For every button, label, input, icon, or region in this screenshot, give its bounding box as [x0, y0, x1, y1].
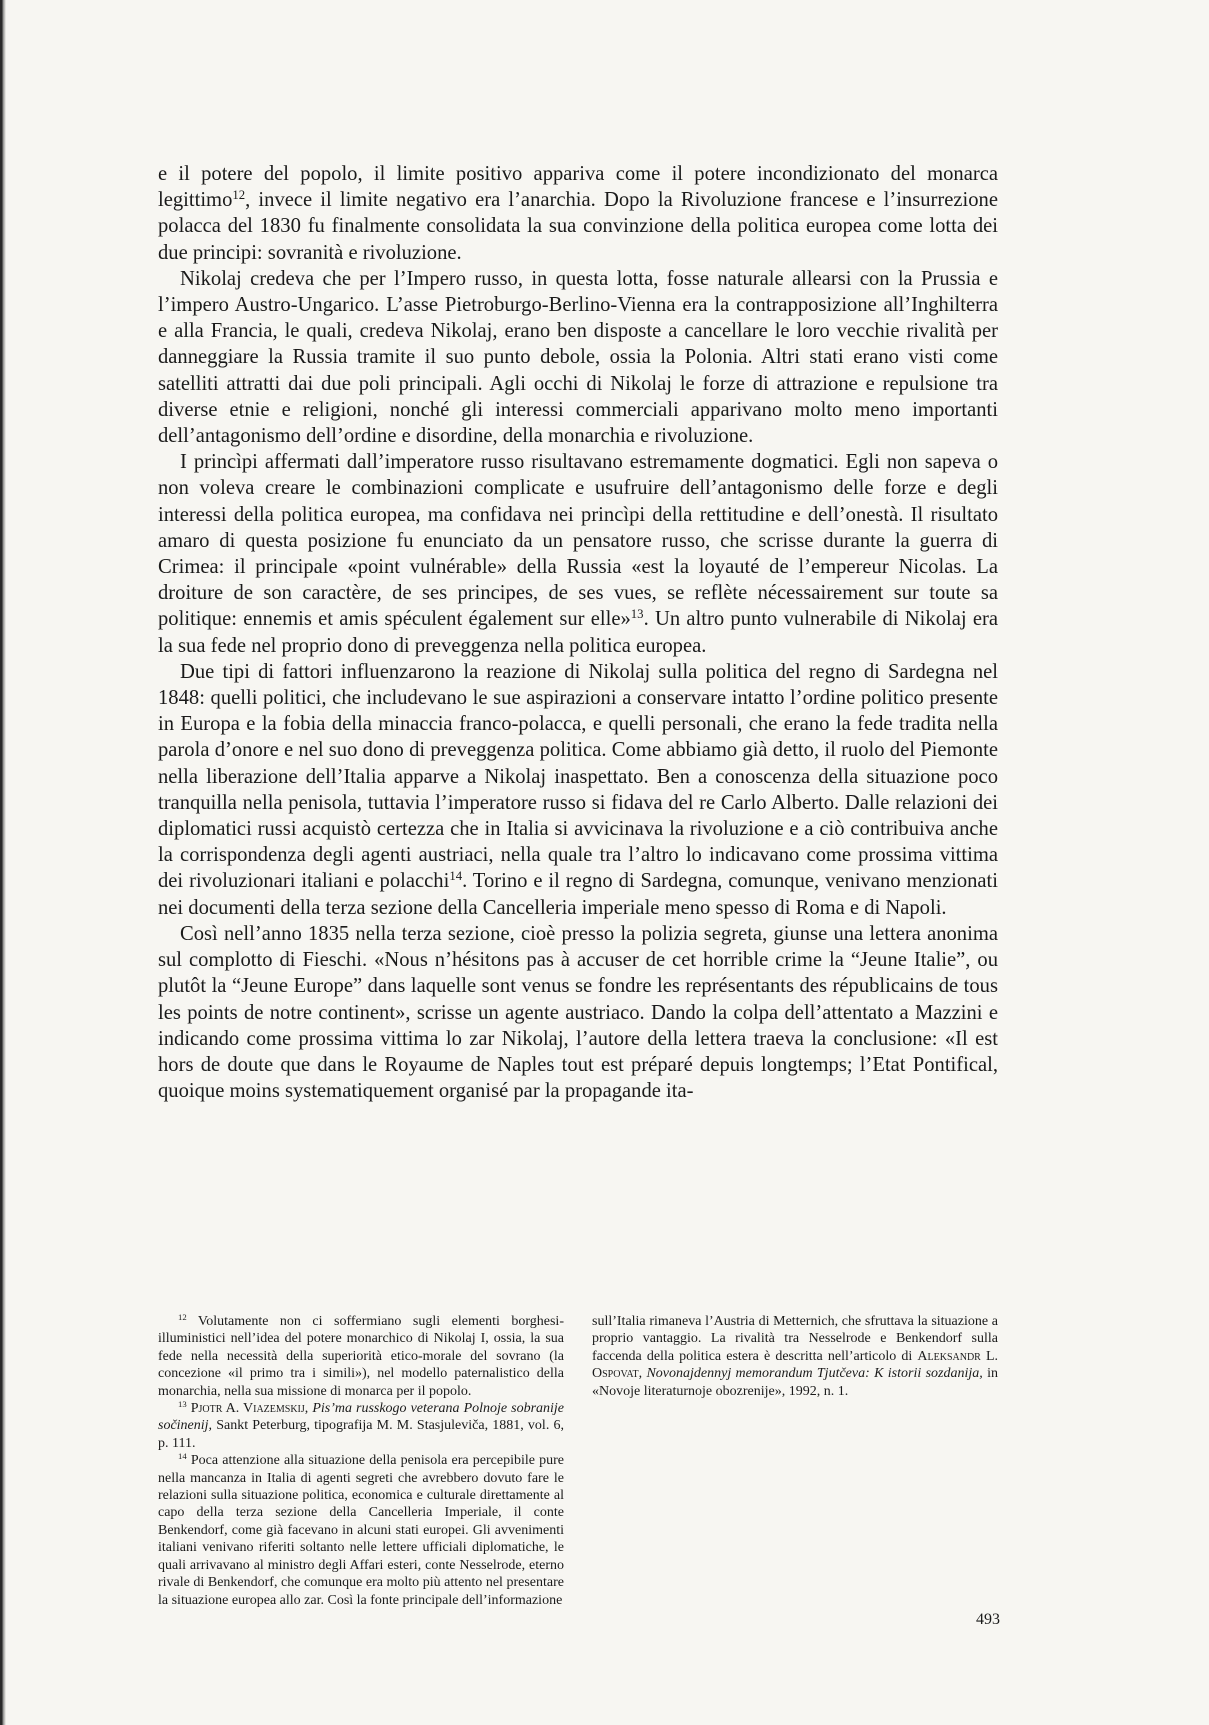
paragraph-2: Nikolaj credeva che per l’Impero russo, in questa lotta, fosse naturale allearsi con la Prussia e l’impero Austro-Ungarico. L’asse Pietroburgo-Berlino-Vienna era la contrapposizione all’Inghilterra e alla Francia, le quali, credeva Nikolaj, erano ben disposte a cancellare le loro vecchie rivalità per danneggiare la Russia tramite il suo punto debole, ossia la Polonia. Altri stati erano visti come satelliti attratti dai due poli principali. Agli occhi di Nikolaj le forze di attrazione e repulsione tra diverse etnie e religioni, nonché gli interessi commerciali apparivano molto meno importanti dell’antagonismo dell’ordine e disordine, della monarchia e rivoluzione. — [158, 267, 998, 448]
footnote-ref-13[interactable]: 13 — [630, 607, 644, 622]
footnote-14-number: 14 — [178, 1451, 187, 1462]
footnote-13-rest: Sankt Peterburg, tipografija M. M. Stasjulevičа, 1881, vol. 6, p. 111. — [158, 1418, 565, 1451]
footnote-13-title: Pis’ma russkogo veterana Polnoje sobranije sočinenij, — [158, 1401, 565, 1434]
footnote-13-author: Pjotr A. Viazemskij, — [190, 1401, 309, 1417]
page-edge-shadow — [0, 0, 6, 1725]
footnote-14-title: Novonajdennyj memorandum Tjutčeva: K istorii sozdanija, — [646, 1366, 983, 1382]
paragraph-4-rest: . Torino e il regno di Sardegna, comunque, venivano menzionati nei documenti della terza sezione della Cancelleria imperiale meno spesso di Roma e di Napoli. — [158, 870, 999, 919]
footnote-12-number: 12 — [178, 1312, 187, 1323]
footnote-14-text: Poca attenzione alla situazione della penisola era percepibile pure nella mancanza in Italia di agenti segreti che avrebbero dovuto fare le relazioni sulla situazione politica, economica e culturale direttamente al capo della terza sezione della Cancelleria Imperiale, il conte Benkendorf, come già facevano in alcuni stati europei. Gli avvenimenti italiani venivano riferiti soltanto nelle lettere ufficiali diplomatiche, le quali arrivavano al ministro degli Affari esteri, conte Nesselrode, eterno rivale di Benkendorf, che comunque era molto più attento nel presentare la situazione europea allo zar. Così la fonte principale dell’informazione — [158, 1453, 565, 1608]
page-number: 493 — [976, 1611, 1000, 1628]
main-text — [158, 161, 998, 1104]
paragraph-5: Così nell’anno 1835 nella terza sezione, cioè presso la polizia segreta, giunse una lettera anonima sul complotto di Fieschi. «Nous n’hésitons pas à accuser de cet horrible crime la “Jeune Italie”, ou plutôt la “Jeune Europe” dans laquelle sont venus se fondre les représentants des républicains de tous les points de notre continent», scrisse un agente austriaco. Dando la colpa dell’attentato a Mazzini e indicando come prossima vittima lo zar Nikolaj, l’autore della lettera traeva la conclusione: «Il est hors de doute que dans le Royaume de Naples tout est préparé depuis longtemps; l’Etat Pontifical, quoique moins systematiquement organisé par la propagande ita- — [158, 922, 998, 1103]
footnotes-right-column — [592, 1313, 998, 1609]
footnote-13-number: 13 — [178, 1399, 187, 1410]
footnote-14-text-continued: sull’Italia rimaneva l’Austria di Metternich, che sfruttava la situazione a proprio vantaggio. La rivalità tra Nesselrode e Benkendorf sulla faccenda della politica estera è descritta nell’articolo di — [592, 1314, 998, 1364]
footnote-14-author: Aleksandr L. Ospovat, — [592, 1348, 998, 1382]
footnote-14 — [158, 1452, 564, 1609]
footnote-ref-14[interactable]: 14 — [449, 869, 463, 884]
footnote-12 — [158, 1313, 564, 1400]
paragraph-1 — [158, 161, 998, 266]
paragraph-3-text: I princìpi affermati dall’imperatore russo risultavano estremamente dogmatici. Egli non sapeva o non voleva creare le combinazioni complicate e usufruire dell’antagonismo delle forze e degli interessi della politica europea, ma confidava nei princìpi della rettitudine e dell’onestà. Il risultato amaro di questa posizione fu enunciato da un pensatore russo, che scrisse durante la guerra di Crimea: il principale «point vulnérable» della Russia «est la loyauté de l’empereur Nicolas. La droiture de son caractère, de ses principes, de ses vues, se reflète nécessairement sur toute sa politique: ennemis et amis spéculent également sur elle» — [158, 451, 998, 631]
paragraph-4 — [158, 659, 998, 921]
paragraph-4-text: Due tipi di fattori influenzarono la reazione di Nikolaj sulla politica del regno di Sardegna nel 1848: quelli politici, che includevano le sue aspirazioni a conservare intatto l’ordine politico presente in Europa e la fobia della minaccia franco-polacca, e quelli personali, che erano la fede tradita nella parola d’onore e nel suo dono di preveggenza politica. Come abbiamo già detto, il ruolo del Piemonte nella liberazione dell’Italia apparve a Nikolaj inaspettato. Ben a conoscenza della situazione poco tranquilla nella penisola, tuttavia l’imperatore russo si fidava del re Carlo Alberto. Dalle relazioni dei diplomatici russi acquistò certezza che in Italia si avvicinava la rivoluzione e a ciò contribuiva anche la corrispondenza degli agenti austriaci, nella quale tra l’altro lo indicavano come prossima vittima dei rivoluzionari italiani e polacchi — [158, 660, 998, 893]
footnote-ref-12[interactable]: 12 — [232, 188, 246, 203]
footnote-14-continued — [592, 1313, 998, 1400]
paragraph-3-rest: . Un altro punto vulnerabile di Nikolaj era la sua fede nel proprio dono di preveggenza nella politica europea. — [158, 608, 998, 657]
paragraph-3 — [158, 449, 998, 659]
footnote-13 — [158, 1400, 564, 1452]
footnotes-left-column — [158, 1313, 564, 1609]
footnote-14-rest: in «Novoje literaturnoje obozrenije», 1992, n. 1. — [592, 1366, 998, 1399]
footnotes — [158, 1313, 998, 1609]
paragraph-1-text: e il potere del popolo, il limite positivo appariva come il potere incondizionato del monarca legittimo — [158, 163, 998, 212]
footnote-12-text: Volutamente non ci soffermiano sugli elementi borghesi-illuministici nell’idea del potere monarchico di Nikolaj I, ossia, la sua fede nella necessità della superiorità etico-morale del sovrano (la concezione «il primo tra i simili»), nel modello paternalistico della monarchia, nella sua missione di monarca per il popolo. — [158, 1314, 564, 1399]
paragraph-1-rest: , invece il limite negativo era l’anarchia. Dopo la Rivoluzione francese e l’insurrezione polacca del 1830 fu finalmente consolidata la sua convinzione della politica europea come lotta dei due principi: sovranità e rivoluzione. — [158, 189, 998, 264]
